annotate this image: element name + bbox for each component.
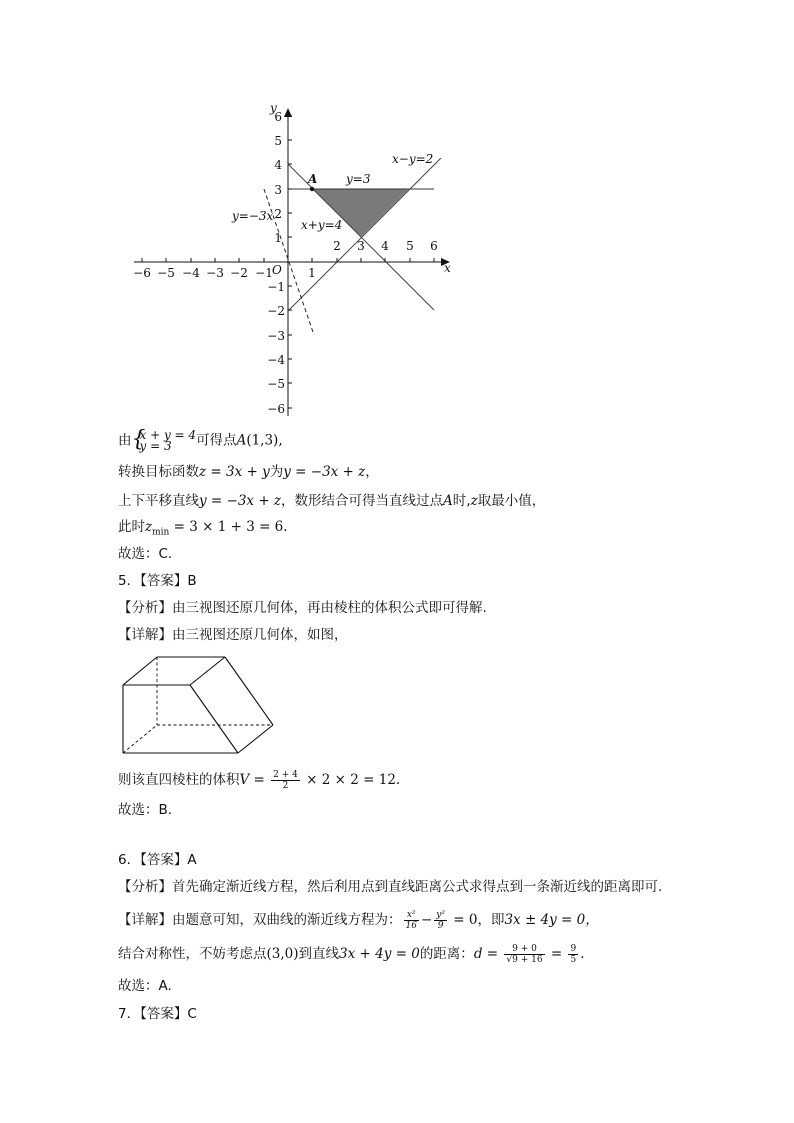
x-tick-label: −5	[157, 266, 175, 280]
x-axis-label: x	[444, 261, 451, 275]
y-axis-label: y	[270, 101, 277, 115]
origin-label: O	[272, 263, 282, 277]
x-tick-label: −6	[133, 266, 151, 280]
line-label-y3: y=3	[346, 172, 371, 186]
q6-distance: 结合对称性，不妨考虑点(3,0)到直线3x + 4y = 0的距离：d = $\frac{9 + 0}{√9 + 16}$ = $\frac{9}{5}$ .	[118, 944, 585, 965]
q6-detail: 【详解】由题意可知，双曲线的渐近线方程为： $\frac{\text{x²}}{16}$ − $\frac{\text{y²}}{9}$ = 0，即3x ± 4y = 0，	[118, 910, 599, 931]
text-line-system: 由 { x + y = 4 y = 3 可得点A(1,3),	[118, 430, 283, 452]
y-tick-label: 3	[274, 183, 282, 197]
point-a-label: A	[308, 172, 318, 186]
x-tick-label: 2	[333, 239, 341, 253]
x-tick-label: −3	[206, 266, 224, 280]
line-label-x-minus-y: x−y=2	[392, 152, 434, 166]
y-tick-label: −5	[267, 377, 285, 391]
y-tick-label: 4	[274, 158, 282, 172]
line-label-x-plus-y: x+y=4	[301, 218, 343, 232]
q6-analysis: 【分析】首先确定渐近线方程，然后利用点到直线距离公式求得点到一条渐近线的距离即可.	[118, 879, 663, 895]
q5-detail: 【详解】由三视图还原几何体，如图，	[118, 627, 348, 643]
x-tick-label: 3	[357, 239, 365, 253]
q5-answer: 5．【答案】B	[118, 573, 197, 589]
y-tick-label: −3	[267, 329, 285, 343]
x-tick-label: −2	[230, 266, 248, 280]
fraction: $\frac{9 + 0}{√9 + 16}$	[506, 944, 543, 965]
text-line-choice: 故选：C.	[118, 546, 173, 562]
text-line-shift: 上下平移直线y = −3x + z，数形结合可得当直线过点A时,z取最小值，	[118, 493, 546, 509]
q7-answer: 7．【答案】C	[118, 1006, 197, 1022]
equation-system: { x + y = 4 y = 3	[132, 430, 197, 452]
x-tick-label: −4	[182, 266, 200, 280]
fraction: $\frac{9}{5}$	[570, 944, 577, 965]
q6-choice: 故选：A.	[118, 978, 172, 994]
q5-volume: 则该直四棱柱的体积V = $\frac{2 + 4}{2}$ × 2 × 2 = 12.	[118, 770, 401, 791]
x-tick-label: 5	[406, 239, 414, 253]
text-line-objective: 转换目标函数z = 3x + y为y = −3x + z，	[118, 464, 379, 480]
y-tick-label: −6	[267, 402, 285, 416]
x-tick-label: 6	[430, 239, 438, 253]
x-tick-label: 4	[381, 239, 389, 253]
y-tick-label: 6	[274, 110, 282, 124]
q5-analysis: 【分析】由三视图还原几何体，再由棱柱的体积公式即可得解.	[118, 600, 487, 616]
y-tick-label: −2	[267, 304, 285, 318]
x-tick-label: 1	[308, 266, 316, 280]
fraction: $\frac{\text{y²}}{9}$	[436, 910, 445, 931]
fraction: $\frac{\text{x²}}{16}$	[405, 910, 417, 931]
x-tick-label: −1	[255, 266, 273, 280]
text-line-zmin: 此时$z_{min} = 3 \times 1 + 3 = 6$.	[118, 519, 288, 538]
q6-answer: 6．【答案】A	[118, 852, 197, 868]
y-tick-label: 1	[274, 231, 282, 245]
y-tick-label: −1	[267, 280, 285, 294]
line-label-y-minus-3x: y=−3x	[232, 209, 274, 223]
y-tick-label: 5	[274, 134, 282, 148]
fraction: $\frac{2 + 4}{2}$	[273, 770, 298, 791]
y-tick-label: −4	[267, 353, 285, 367]
q5-choice: 故选：B.	[118, 802, 173, 818]
point-a	[310, 187, 314, 191]
y-tick-label: 2	[274, 207, 282, 221]
